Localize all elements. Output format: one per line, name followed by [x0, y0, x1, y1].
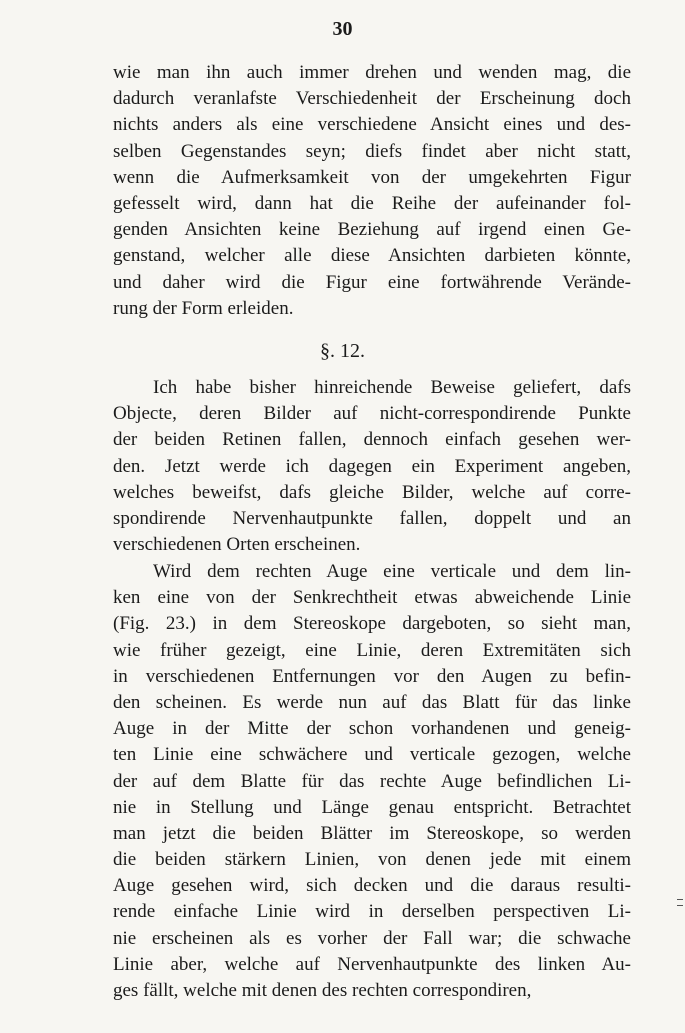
text-line: wie man ihn auch immer drehen und wenden mag, die — [113, 62, 631, 83]
text-line: der beiden Retinen fallen, dennoch einfach gesehen wer- — [113, 429, 631, 451]
text-line: die beiden stärkern Linien, von denen jede mit einem — [113, 849, 631, 871]
text-line: Ich habe bisher hinreichende Beweise geliefert, dafs — [153, 377, 631, 398]
text-line: nichts anders als eine verschiedene Ansicht eines und des- — [113, 114, 631, 136]
paragraph-3 — [113, 559, 631, 1004]
text-line: (Fig. 23.) in dem Stereoskope dargeboten, so sieht man, — [113, 613, 631, 635]
text-line: verschiedenen Orten erscheinen. — [113, 534, 361, 556]
text-line: ken eine von der Senkrechtheit etwas abweichende Linie — [113, 587, 631, 609]
edge-mark — [677, 905, 683, 906]
text-line: Linie aber, welche auf Nervenhautpunkte des linken Au- — [113, 953, 631, 975]
text-line: gefesselt wird, dann hat die Reihe der aufeinander fol- — [113, 192, 631, 214]
text-line: genstand, welcher alle diese Ansichten darbieten könnte, — [113, 245, 631, 267]
section-heading: §. 12. — [320, 340, 365, 362]
text-line: selben Gegenstandes seyn; diefs findet aber nicht statt, — [113, 140, 631, 162]
text-line: welches beweifst, dafs gleiche Bilder, welche auf corre- — [113, 481, 631, 503]
text-line: den. Jetzt werde ich dagegen ein Experiment angeben, — [113, 455, 631, 477]
text-line: wenn die Aufmerksamkeit von der umgekehrten Figur — [113, 166, 631, 188]
text-line: der auf dem Blatte für das rechte Auge befindlichen Li- — [113, 770, 631, 792]
text-line: Auge in der Mitte der schon vorhandenen und geneig- — [113, 718, 631, 740]
text-line: spondirende Nervenhautpunkte fallen, doppelt und an — [113, 507, 631, 529]
edge-mark — [677, 899, 683, 900]
text-line: man jetzt die beiden Blätter im Stereoskope, so werden — [113, 822, 631, 844]
text-line: nie erscheinen als es vorher der Fall war; die schwache — [113, 927, 631, 949]
text-line: in verschiedenen Entfernungen vor den Augen zu befin- — [113, 665, 631, 687]
text-line: rende einfache Linie wird in derselben perspectiven Li- — [113, 901, 631, 923]
text-line: wie früher gezeigt, eine Linie, deren Extremitäten sich — [113, 639, 631, 661]
text-line: genden Ansichten keine Beziehung auf irgend einen Ge- — [113, 219, 631, 241]
text-line: dadurch veranlafste Verschiedenheit der Erscheinung doch — [113, 88, 631, 110]
page-number: 30 — [332, 18, 353, 40]
text-line: Objecte, deren Bilder auf nicht-correspondirende Punkte — [113, 403, 631, 425]
text-line: Wird dem rechten Auge eine verticale und dem lin- — [153, 561, 631, 582]
text-line: Auge gesehen wird, sich decken und die daraus resulti- — [113, 875, 631, 897]
text-line: den scheinen. Es werde nun auf das Blatt für das linke — [113, 691, 631, 713]
text-line: ges fällt, welche mit denen des rechten correspondiren, — [113, 980, 532, 1001]
text-line: rung der Form erleiden. — [113, 297, 294, 319]
text-line: und daher wird die Figur eine fortwährende Verände- — [113, 271, 631, 293]
text-line: nie in Stellung und Länge genau entspricht. Betrachtet — [113, 796, 631, 818]
text-line: ten Linie eine schwächere und verticale gezogen, welche — [113, 744, 631, 766]
paragraph-2 — [113, 375, 631, 558]
paragraph-1 — [113, 60, 631, 322]
